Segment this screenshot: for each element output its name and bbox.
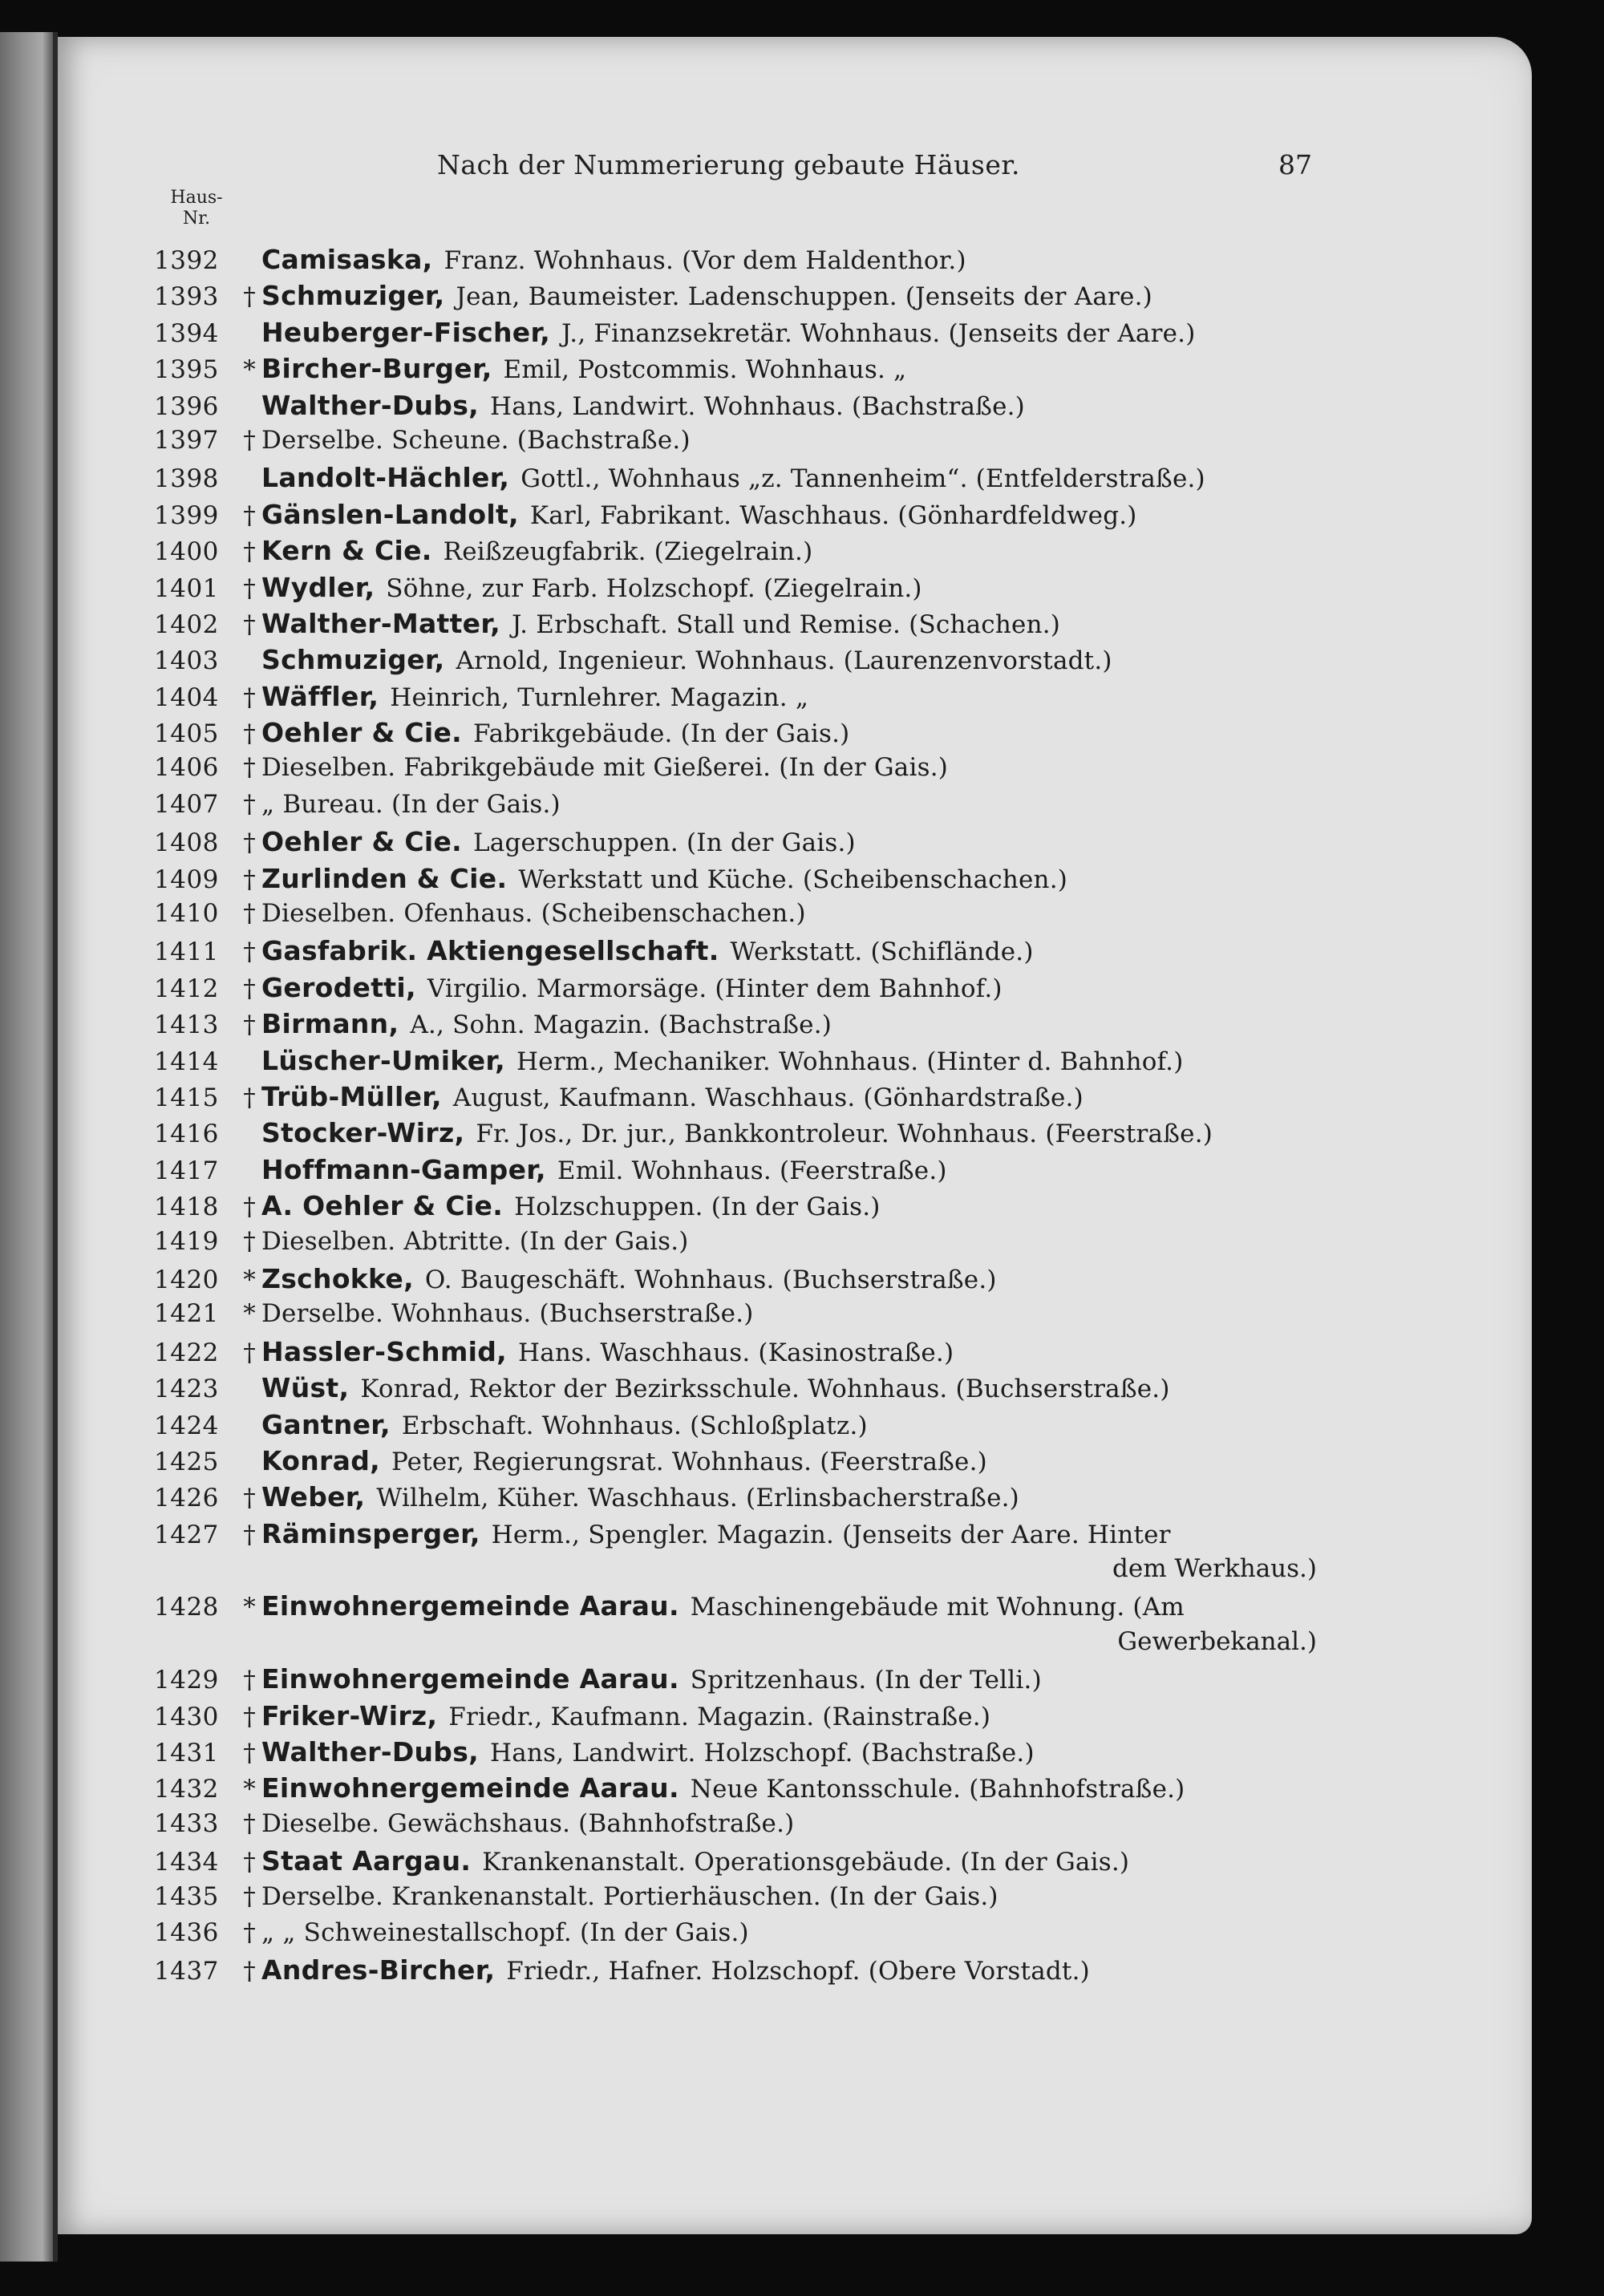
house-entry xyxy=(154,863,1325,899)
house-entry xyxy=(154,790,1325,826)
house-entry xyxy=(154,1736,1325,1772)
entry-mark: † xyxy=(243,500,256,530)
house-entry xyxy=(154,1700,1325,1736)
entry-description: Hans, Landwirt. Holzschopf. (Bachstraße.) xyxy=(490,1739,1035,1768)
owner-name: Wäffler, xyxy=(261,680,379,712)
entry-mark: † xyxy=(243,682,256,712)
entry-description: Emil. Wohnhaus. (Feerstraße.) xyxy=(557,1156,947,1185)
column-label-line2: Nr. xyxy=(182,209,211,229)
house-number: 1392 xyxy=(154,246,219,275)
entry-description: Arnold, Ingenieur. Wohnhaus. (Laurenzenvorstadt.) xyxy=(456,646,1112,676)
house-entry xyxy=(154,899,1325,935)
house-entry xyxy=(154,572,1325,608)
house-number: 1415 xyxy=(154,1083,219,1112)
entry-description: A., Sohn. Magazin. (Bachstraße.) xyxy=(410,1010,832,1040)
entry-description: Neue Kantonsschule. (Bahnhofstraße.) xyxy=(690,1775,1185,1804)
house-entry xyxy=(154,1918,1325,1954)
entry-description: Derselbe. Krankenanstalt. Portierhäuschen. (In der Gais.) xyxy=(261,1881,998,1911)
owner-name: Stocker-Wirz, xyxy=(261,1117,465,1149)
owner-name: Andres-Bircher, xyxy=(261,1954,496,1986)
house-entry xyxy=(154,1663,1325,1699)
house-number: 1428 xyxy=(154,1593,219,1622)
owner-name: Lüscher-Umiker, xyxy=(261,1044,505,1076)
entry-description: Heinrich, Turnlehrer. Magazin. „ xyxy=(390,682,809,712)
owner-name: A. Oehler & Cie. xyxy=(261,1190,504,1222)
owner-name: Hassler-Schmid, xyxy=(261,1335,508,1367)
entry-mark: * xyxy=(243,1299,256,1329)
entry-description: Dieselben. Fabrikgebäude mit Gießerei. (In der Gais.) xyxy=(261,753,949,783)
house-entry xyxy=(154,644,1325,680)
house-number: 1417 xyxy=(154,1156,219,1185)
house-number: 1404 xyxy=(154,682,219,712)
column-label-line1: Haus- xyxy=(170,188,223,208)
house-number: 1402 xyxy=(154,609,219,639)
owner-name: Gerodetti, xyxy=(261,971,416,1003)
house-number: 1433 xyxy=(154,1808,219,1838)
entry-description: Virgilio. Marmorsäge. (Hinter dem Bahnhof.) xyxy=(427,974,1003,1003)
entry-description: „ „ Schweinestallschopf. (In der Gais.) xyxy=(261,1917,749,1947)
house-number: 1432 xyxy=(154,1775,219,1804)
entry-mark: * xyxy=(243,1593,256,1622)
house-number: 1400 xyxy=(154,537,219,567)
house-number: 1393 xyxy=(154,282,219,312)
house-entry xyxy=(154,1263,1325,1299)
entry-description: J. Erbschaft. Stall und Remise. (Schachen.) xyxy=(511,609,1061,639)
entry-description: Hans. Waschhaus. (Kasinostraße.) xyxy=(518,1338,954,1367)
house-entry xyxy=(154,426,1325,462)
house-entry xyxy=(154,1954,1325,1990)
house-entry xyxy=(154,826,1325,862)
owner-name: Schmuziger, xyxy=(261,280,445,312)
owner-name: Einwohnergemeinde Aarau. xyxy=(261,1590,679,1622)
entry-mark: † xyxy=(243,1808,256,1838)
house-number: 1430 xyxy=(154,1702,219,1731)
entry-mark: † xyxy=(243,1917,256,1947)
house-number: 1418 xyxy=(154,1193,219,1222)
house-number: 1434 xyxy=(154,1848,219,1877)
owner-name: Oehler & Cie. xyxy=(261,826,462,858)
house-number: 1435 xyxy=(154,1881,219,1911)
house-number: 1405 xyxy=(154,719,219,749)
entry-description: Franz. Wohnhaus. (Vor dem Haldenthor.) xyxy=(444,246,966,275)
house-number: 1429 xyxy=(154,1666,219,1695)
owner-name: Heuberger-Fischer, xyxy=(261,316,551,348)
entry-description: Konrad, Rektor der Bezirksschule. Wohnhaus. (Buchserstraße.) xyxy=(360,1375,1170,1404)
entry-description: Jean, Baumeister. Ladenschuppen. (Jenseits der Aare.) xyxy=(456,282,1152,312)
house-number: 1426 xyxy=(154,1484,219,1513)
entry-description: Fr. Jos., Dr. jur., Bankkontroleur. Wohnhaus. (Feerstraße.) xyxy=(476,1120,1213,1149)
house-entry xyxy=(154,608,1325,644)
owner-name: Zschokke, xyxy=(261,1262,414,1294)
entry-description: Hans, Landwirt. Wohnhaus. (Bachstraße.) xyxy=(490,391,1025,421)
house-entry xyxy=(154,1081,1325,1117)
house-number: 1394 xyxy=(154,318,219,348)
entry-mark: † xyxy=(243,937,256,967)
owner-name: Friker-Wirz, xyxy=(261,1699,438,1731)
entry-description: Fabrikgebäude. (In der Gais.) xyxy=(473,719,850,749)
house-entry xyxy=(154,935,1325,971)
entry-mark: † xyxy=(243,753,256,783)
owner-name: Gasfabrik. Aktiengesellschaft. xyxy=(261,935,719,967)
house-number: 1408 xyxy=(154,828,219,858)
entry-description: O. Baugeschäft. Wohnhaus. (Buchserstraße.) xyxy=(424,1265,997,1294)
entry-description: Karl, Fabrikant. Waschhaus. (Gönhardfeldweg.) xyxy=(529,500,1137,530)
house-entry xyxy=(154,1409,1325,1445)
entry-description: Werkstatt und Küche. (Scheibenschachen.) xyxy=(518,865,1068,894)
entry-mark: † xyxy=(243,899,256,929)
entry-mark: † xyxy=(243,1848,256,1877)
entry-description: Peter, Regierungsrat. Wohnhaus. (Feerstraße.) xyxy=(391,1447,987,1476)
house-number: 1410 xyxy=(154,899,219,929)
entry-description: Herm., Spengler. Magazin. (Jenseits der Aare. Hinter xyxy=(491,1520,1171,1549)
entry-description: Söhne, zur Farb. Holzschopf. (Ziegelrain.) xyxy=(386,573,922,603)
entry-mark: † xyxy=(243,1702,256,1731)
entry-continuation: Gewerbekanal.) xyxy=(1117,1626,1317,1656)
owner-name: Walther-Dubs, xyxy=(261,389,480,421)
house-entry xyxy=(154,1008,1325,1044)
owner-name: Kern & Cie. xyxy=(261,535,432,567)
house-number: 1398 xyxy=(154,464,219,494)
house-entry xyxy=(154,390,1325,426)
entry-mark: † xyxy=(243,1338,256,1367)
entry-mark: † xyxy=(243,1083,256,1112)
entry-description: Spritzenhaus. (In der Telli.) xyxy=(690,1666,1042,1695)
house-entry xyxy=(154,1336,1325,1372)
entry-mark: † xyxy=(243,1957,256,1986)
house-entry xyxy=(154,717,1325,753)
owner-name: Einwohnergemeinde Aarau. xyxy=(261,1663,679,1695)
owner-name: Einwohnergemeinde Aarau. xyxy=(261,1772,679,1804)
entry-mark: † xyxy=(243,1520,256,1549)
house-entry xyxy=(154,353,1325,389)
house-number: 1420 xyxy=(154,1265,219,1294)
entry-description: Herm., Mechaniker. Wohnhaus. (Hinter d. Bahnhof.) xyxy=(516,1047,1184,1076)
owner-name: Schmuziger, xyxy=(261,644,445,676)
entry-mark: † xyxy=(243,573,256,603)
entry-description: Lagerschuppen. (In der Gais.) xyxy=(473,828,856,858)
entry-continuation: dem Werkhaus.) xyxy=(1112,1554,1317,1584)
entry-mark: † xyxy=(243,537,256,567)
house-entry xyxy=(154,753,1325,789)
house-entry xyxy=(154,244,1325,280)
entry-mark: † xyxy=(243,282,256,312)
owner-name: Staat Aargau. xyxy=(261,1845,472,1877)
house-entry xyxy=(154,1372,1325,1408)
owner-name: Camisaska, xyxy=(261,244,433,275)
house-number: 1424 xyxy=(154,1411,219,1440)
entry-description: Derselbe. Scheune. (Bachstraße.) xyxy=(261,425,691,455)
left-page-edge xyxy=(0,32,58,2262)
house-entry xyxy=(154,1190,1325,1226)
entry-description: Gottl., Wohnhaus „z. Tannenheim“. (Entfelderstraße.) xyxy=(520,464,1205,494)
entry-description: Holzschuppen. (In der Gais.) xyxy=(514,1193,881,1222)
entry-description: Dieselben. Abtritte. (In der Gais.) xyxy=(261,1226,689,1256)
house-entry xyxy=(154,681,1325,717)
entry-description: Erbschaft. Wohnhaus. (Schloßplatz.) xyxy=(401,1411,868,1440)
entry-mark: † xyxy=(243,1739,256,1768)
owner-name: Gantner, xyxy=(261,1408,391,1440)
entry-mark: † xyxy=(243,828,256,858)
house-entry xyxy=(154,1772,1325,1808)
house-number: 1407 xyxy=(154,789,219,819)
owner-name: Landolt-Hächler, xyxy=(261,462,510,494)
house-number: 1425 xyxy=(154,1447,219,1476)
entry-mark: † xyxy=(243,974,256,1003)
house-number: 1413 xyxy=(154,1010,219,1040)
owner-name: Oehler & Cie. xyxy=(261,717,462,749)
owner-name: Birmann, xyxy=(261,1008,399,1040)
entry-description: Derselbe. Wohnhaus. (Buchserstraße.) xyxy=(261,1299,754,1329)
house-entry xyxy=(154,1590,1325,1626)
house-entry xyxy=(154,317,1325,353)
entry-mark: † xyxy=(243,1010,256,1040)
house-entry-list xyxy=(154,244,1325,1991)
entry-mark: † xyxy=(243,1193,256,1222)
house-entry xyxy=(154,1299,1325,1335)
house-number: 1422 xyxy=(154,1338,219,1367)
entry-description: Maschinengebäude mit Wohnung. (Am xyxy=(690,1593,1185,1622)
owner-name: Weber, xyxy=(261,1481,366,1513)
entry-description: Wilhelm, Küher. Waschhaus. (Erlinsbacherstraße.) xyxy=(376,1484,1019,1513)
house-number: 1401 xyxy=(154,573,219,603)
house-number: 1416 xyxy=(154,1120,219,1149)
house-number: 1419 xyxy=(154,1226,219,1256)
owner-name: Konrad, xyxy=(261,1444,380,1476)
entry-description: Krankenanstalt. Operationsgebäude. (In der Gais.) xyxy=(482,1848,1130,1877)
house-entry xyxy=(154,499,1325,535)
entry-mark: † xyxy=(243,1666,256,1695)
house-entry xyxy=(154,535,1325,571)
owner-name: Walther-Matter, xyxy=(261,607,500,639)
house-entry xyxy=(154,280,1325,316)
house-entry xyxy=(154,1154,1325,1190)
owner-name: Bircher-Burger, xyxy=(261,353,492,385)
house-entry xyxy=(154,1518,1325,1554)
entry-mark: † xyxy=(243,425,256,455)
owner-name: Wydler, xyxy=(261,571,375,603)
house-number: 1397 xyxy=(154,425,219,455)
house-entry xyxy=(154,1117,1325,1153)
house-number: 1421 xyxy=(154,1299,219,1329)
house-number: 1406 xyxy=(154,753,219,783)
entry-mark: † xyxy=(243,609,256,639)
house-entry xyxy=(154,1481,1325,1517)
entry-description: August, Kaufmann. Waschhaus. (Gönhardstraße.) xyxy=(452,1083,1084,1112)
entry-mark: * xyxy=(243,355,256,385)
house-number: 1395 xyxy=(154,355,219,385)
page-title: Nach der Nummerierung gebaute Häuser. xyxy=(437,149,1020,180)
entry-description: Werkstatt. (Schiflände.) xyxy=(730,937,1034,967)
entry-mark: † xyxy=(243,789,256,819)
house-number: 1412 xyxy=(154,974,219,1003)
house-number: 1409 xyxy=(154,865,219,894)
house-entry xyxy=(154,1809,1325,1845)
entry-description: Reißzeugfabrik. (Ziegelrain.) xyxy=(443,537,813,567)
house-number: 1436 xyxy=(154,1917,219,1947)
entry-mark: † xyxy=(243,1226,256,1256)
house-number: 1414 xyxy=(154,1047,219,1076)
owner-name: Räminsperger, xyxy=(261,1517,480,1549)
column-label xyxy=(168,188,225,229)
house-entry xyxy=(154,1882,1325,1918)
entry-mark: * xyxy=(243,1265,256,1294)
entry-mark: † xyxy=(243,1484,256,1513)
house-number: 1411 xyxy=(154,937,219,967)
house-number: 1427 xyxy=(154,1520,219,1549)
entry-description: „ Bureau. (In der Gais.) xyxy=(261,789,561,819)
owner-name: Walther-Dubs, xyxy=(261,1736,480,1768)
owner-name: Zurlinden & Cie. xyxy=(261,862,508,894)
entry-mark: † xyxy=(243,719,256,749)
entry-mark: † xyxy=(243,1881,256,1911)
house-number: 1396 xyxy=(154,391,219,421)
page-number: 87 xyxy=(1278,149,1312,180)
entry-description: Dieselben. Ofenhaus. (Scheibenschachen.) xyxy=(261,899,806,929)
house-number: 1431 xyxy=(154,1739,219,1768)
owner-name: Gänslen-Landolt, xyxy=(261,498,519,530)
entry-description: J., Finanzsekretär. Wohnhaus. (Jenseits der Aare.) xyxy=(561,318,1196,348)
entry-mark: † xyxy=(243,865,256,894)
house-entry xyxy=(154,1045,1325,1081)
house-entry xyxy=(154,1845,1325,1881)
owner-name: Hoffmann-Gamper, xyxy=(261,1153,546,1185)
house-entry xyxy=(154,972,1325,1008)
owner-name: Wüst, xyxy=(261,1372,350,1404)
entry-description: Dieselbe. Gewächshaus. (Bahnhofstraße.) xyxy=(261,1808,795,1838)
entry-description: Emil, Postcommis. Wohnhaus. „ xyxy=(503,355,907,385)
house-number: 1403 xyxy=(154,646,219,676)
house-number: 1423 xyxy=(154,1375,219,1404)
house-entry xyxy=(154,1227,1325,1263)
entry-description: Friedr., Hafner. Holzschopf. (Obere Vorstadt.) xyxy=(506,1957,1090,1986)
entry-description: Friedr., Kaufmann. Magazin. (Rainstraße.) xyxy=(448,1702,991,1731)
house-number: 1437 xyxy=(154,1957,219,1986)
entry-mark: * xyxy=(243,1775,256,1804)
house-number: 1399 xyxy=(154,500,219,530)
house-entry xyxy=(154,462,1325,498)
owner-name: Trüb-Müller, xyxy=(261,1080,442,1112)
house-entry xyxy=(154,1445,1325,1481)
